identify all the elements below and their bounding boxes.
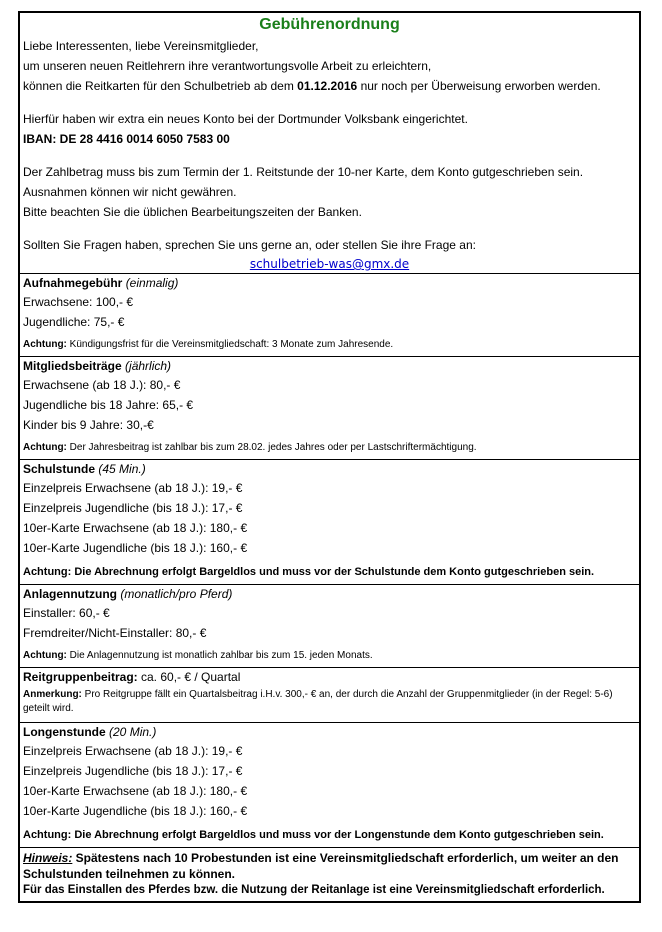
list-item: Einzelpreis Erwachsene (ab 18 J.): 19,- € <box>23 744 243 758</box>
notice-text-1 <box>23 850 636 882</box>
note-label: Achtung: <box>23 442 67 453</box>
facility-note <box>23 643 636 667</box>
notice-section <box>20 847 639 901</box>
admission-fee-heading: Aufnahmegebühr <box>23 276 123 290</box>
list-item: Erwachsene (ab 18 J.): 80,- € <box>23 378 181 392</box>
list-item: Einzelpreis Jugendliche (bis 18 J.): 17,- € <box>23 501 243 515</box>
iban-line: IBAN: DE 28 4416 0014 6050 7583 00 <box>23 132 230 146</box>
notice-label: Hinweis: <box>23 851 73 865</box>
fee-schedule-table <box>18 11 641 903</box>
list-item: Jugendliche: 75,- € <box>23 315 125 329</box>
lunge-lesson-note: Achtung: Die Abrechnung erfolgt Bargeldlos und muss vor der Longenstunde dem Konto gutgeschrieben sein. <box>23 829 604 841</box>
section-heading <box>23 460 636 478</box>
notice-text-2: Für das Einstallen des Pferdes bzw. die Nutzung der Reitanlage ist eine Vereinsmitgliedschaft erforderlich. <box>23 884 605 896</box>
list-item: Einzelpreis Erwachsene (ab 18 J.): 19,- € <box>23 481 243 495</box>
section-heading <box>23 723 636 741</box>
notice-text-1-body: Spätestens nach 10 Probestunden ist eine Vereinsmitgliedschaft erforderlich, um weiter an den Schulstunden teilnehmen zu können. <box>23 851 619 881</box>
lesson-sub: (45 Min.) <box>98 462 146 476</box>
intro-line-3-pre: können die Reitkarten für den Schulbetrieb ab dem <box>23 79 298 93</box>
section-heading <box>23 274 636 292</box>
lesson-heading: Schulstunde <box>23 462 96 476</box>
admission-fee-section <box>20 273 639 356</box>
lunge-lesson-heading: Longenstunde <box>23 725 106 739</box>
intro-line-2: um unseren neuen Reitlehrern ihre verantwortungsvolle Arbeit zu erleichtern, <box>23 59 432 73</box>
section-heading <box>23 668 636 686</box>
note-text: Die Anlagennutzung ist monatlich zahlbar bis zum 15. jeden Monats. <box>66 650 373 661</box>
lunge-lesson-section <box>20 722 639 847</box>
admission-note <box>23 332 636 356</box>
section-heading <box>23 357 636 375</box>
note-label: Achtung: <box>23 650 67 661</box>
list-item: 10er-Karte Erwachsene (ab 18 J.): 180,- € <box>23 784 248 798</box>
membership-fee-heading: Mitgliedsbeiträge <box>23 359 122 373</box>
intro-section <box>20 13 639 273</box>
membership-note <box>23 435 636 459</box>
membership-fee-sub: (jährlich) <box>125 359 172 373</box>
list-item: 10er-Karte Jugendliche (bis 18 J.): 160,- € <box>23 804 248 818</box>
riding-group-heading: Reitgruppenbeitrag: <box>23 670 138 684</box>
payment-line-2: Ausnahmen können wir nicht gewähren. <box>23 185 237 199</box>
note-label: Achtung: <box>23 339 67 350</box>
payment-line-1: Der Zahlbetrag muss bis zum Termin der 1. Reitstunde der 10-ner Karte, dem Konto gutgeschrieben sein. <box>23 165 584 179</box>
admission-fee-sub: (einmalig) <box>125 276 179 290</box>
list-item: Jugendliche bis 18 Jahre: 65,- € <box>23 398 194 412</box>
page-title: Gebührenordnung <box>259 16 400 33</box>
list-item: Erwachsene: 100,- € <box>23 295 134 309</box>
facility-use-section <box>20 584 639 667</box>
lunge-lesson-sub: (20 Min.) <box>109 725 157 739</box>
riding-group-value: ca. 60,- € / Quartal <box>137 670 241 684</box>
riding-group-note <box>23 686 636 722</box>
list-item: Kinder bis 9 Jahre: 30,-€ <box>23 418 154 432</box>
list-item: Fremdreiter/Nicht-Einstaller: 80,- € <box>23 626 207 640</box>
riding-group-section <box>20 667 639 722</box>
contact-email-link[interactable]: schulbetrieb-was@gmx.de <box>249 257 410 271</box>
list-item: Einzelpreis Jugendliche (bis 18 J.): 17,- € <box>23 764 243 778</box>
list-item: Einstaller: 60,- € <box>23 606 110 620</box>
account-line: Hierfür haben wir extra ein neues Konto bei der Dortmunder Volksbank eingerichtet. <box>23 112 468 126</box>
start-date: 01.12.2016 <box>297 79 358 93</box>
lesson-note: Achtung: Die Abrechnung erfolgt Bargeldlos und muss vor der Schulstunde dem Konto gutgeschrieben sein. <box>23 566 595 578</box>
note-text: Pro Reitgruppe fällt ein Quartalsbeitrag i.H.v. 300,- € an, der durch die Anzahl der Gruppenmitglieder (in der Regel: 5-6) geteilt wird. <box>23 689 613 714</box>
section-heading <box>23 585 636 603</box>
note-text: Der Jahresbeitrag ist zahlbar bis zum 28.02. jedes Jahres oder per Lastschriftermächtigung. <box>66 442 477 453</box>
greeting-line: Liebe Interessenten, liebe Vereinsmitglieder, <box>23 39 259 53</box>
intro-line-3-post: nur noch per Überweisung erworben werden. <box>357 79 601 93</box>
lesson-section <box>20 459 639 584</box>
questions-line: Sollten Sie Fragen haben, sprechen Sie uns gerne an, oder stellen Sie ihre Frage an: <box>23 238 476 252</box>
list-item: 10er-Karte Jugendliche (bis 18 J.): 160,- € <box>23 541 248 555</box>
membership-fee-section <box>20 356 639 459</box>
payment-line-3: Bitte beachten Sie die üblichen Bearbeitungszeiten der Banken. <box>23 205 362 219</box>
intro-line-3 <box>23 76 636 96</box>
list-item: 10er-Karte Erwachsene (ab 18 J.): 180,- € <box>23 521 248 535</box>
note-label: Anmerkung: <box>23 689 82 700</box>
facility-use-sub: (monatlich/pro Pferd) <box>120 587 233 601</box>
facility-use-heading: Anlagennutzung <box>23 587 117 601</box>
note-text: Kündigungsfrist für die Vereinsmitgliedschaft: 3 Monate zum Jahresende. <box>66 339 394 350</box>
